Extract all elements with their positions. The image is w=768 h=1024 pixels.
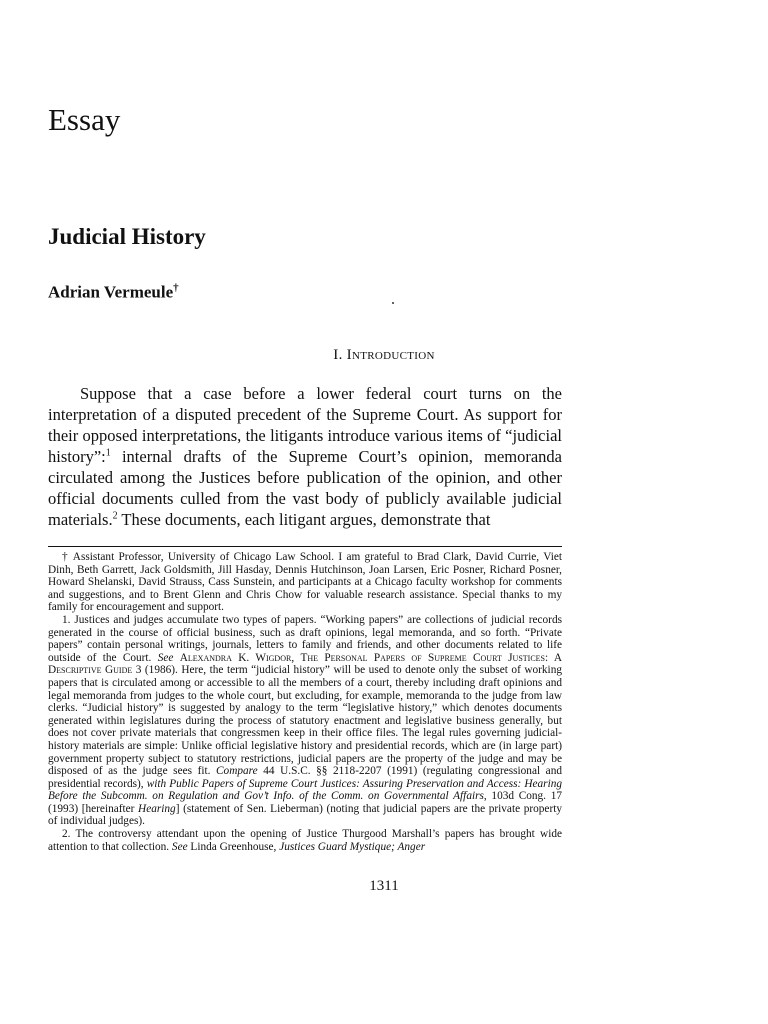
footnote-text: ] (statement of Sen. Lieberman) (noting that judicial papers are the private property of individual judges). — [48, 802, 562, 828]
hearing-title: with Public Papers of Supreme Court Justices: Assuring Preservation and Access: Hearing Before the Subcomm. on Regulation and Gov’t Info. of the Comm. on Governmental Affairs — [48, 777, 562, 803]
stray-dot — [392, 302, 394, 304]
author-name: Adrian Vermeule — [48, 282, 174, 302]
body-text-segment: These documents, each litigant argues, demonstrate that — [117, 510, 491, 529]
footnote-text: 3 (1986). Here, the term “judicial history” will be used to denote only the subset of working papers that is circulated among or accessible to all the members of a court, thereby including draft opinions and legal memoranda from judges to the whole court, but excluding, for example, memoranda to the judge from law clerks. “Judicial history” is suggested by analogy to the term “legislative history,” which denotes documents generated within legislatures during the process of statutory enactment and legislative business generally, but does not cover private materials that congressmen keep in their office files. The legal rules governing judicial-history materials are simple: Unlike official legislative history and presidential records, which are (in large part) government property subject to statutory restrictions, judicial papers are the property of the judge and may be disposed of as the judge sees fit. — [48, 664, 562, 778]
footnote-text: 2. The controversy attendant upon the opening of Justice Thurgood Marshall’s papers has brought wide attention to that collection. — [48, 828, 562, 853]
footnote-text: 1. Justices and judges accumulate two types of papers. “Working papers” are collections of judicial records generated in the course of official business, such as draft opinions, legal memoranda, and so forth. “Private papers” contain personal writings, journals, letters to family and friends, and other documents related to life outside of the Court. — [48, 613, 562, 664]
footnote-text: , — [291, 651, 301, 664]
article-title-cited: Justices Guard Mystique; Anger — [279, 840, 426, 853]
article-title: Judicial History — [48, 224, 206, 249]
footnote-1 — [48, 614, 562, 828]
body-paragraph — [48, 383, 562, 530]
footnote-ref-1: 1 — [105, 447, 111, 459]
body-text-segment: Suppose that a case before a lower federal court turns on the interpretation of a disputed precedent of the Supreme Court. As support for their opposed interpretations, the litigants introduce various items of “judicial history”: — [48, 384, 562, 466]
author-footnote-mark: † — [173, 282, 179, 294]
signal-see: See — [171, 840, 188, 853]
book-author: Alexandra K. Wigdor — [179, 651, 292, 664]
author-line — [48, 282, 179, 303]
footnote-dagger: † Assistant Professor, University of Chicago Law School. I am grateful to Brad Clark, David Currie, Viet Dinh, Beth Garrett, Jack Goldsmith, Jill Hasday, Dennis Hutchinson, Joan Larsen, Eric Posner, Richard Posner, Howard Shelanski, David Strauss, Cass Sunstein, and participants at a Chicago faculty workshop for comments and suggestions, and to Brent Glenn and Chris Chow for valuable research assistance. Special thanks to my family for encouragement and support. — [48, 551, 562, 614]
page-number: 1311 — [369, 878, 399, 894]
footnote-rule — [48, 546, 562, 547]
footnotes — [48, 551, 562, 853]
section-heading: I. Introduction — [333, 347, 435, 363]
essay-label: Essay — [48, 102, 121, 137]
footnote-text: 44 U.S.C. §§ 2118-2207 (1991) (regulating congressional and presidential records), — [48, 765, 562, 790]
signal-compare: Compare — [216, 765, 258, 778]
footnote-ref-2: 2 — [112, 510, 118, 522]
short-form-hearing: Hearing — [138, 802, 176, 815]
footnote-2 — [48, 828, 562, 853]
body-text-segment: internal drafts of the Supreme Court’s opinion, memoranda circulated among the Justices before publication of the opinion, and other official documents culled from the vast body of publicly available judicial materials. — [48, 447, 562, 529]
footnote-text: Linda Greenhouse, — [187, 840, 280, 853]
footnote-text: , 103d Cong. 17 (1993) [hereinafter — [48, 790, 562, 815]
signal-see: See — [157, 651, 174, 664]
book-title: The Personal Papers of Supreme Court Justices: A Descriptive Guide — [48, 651, 563, 677]
